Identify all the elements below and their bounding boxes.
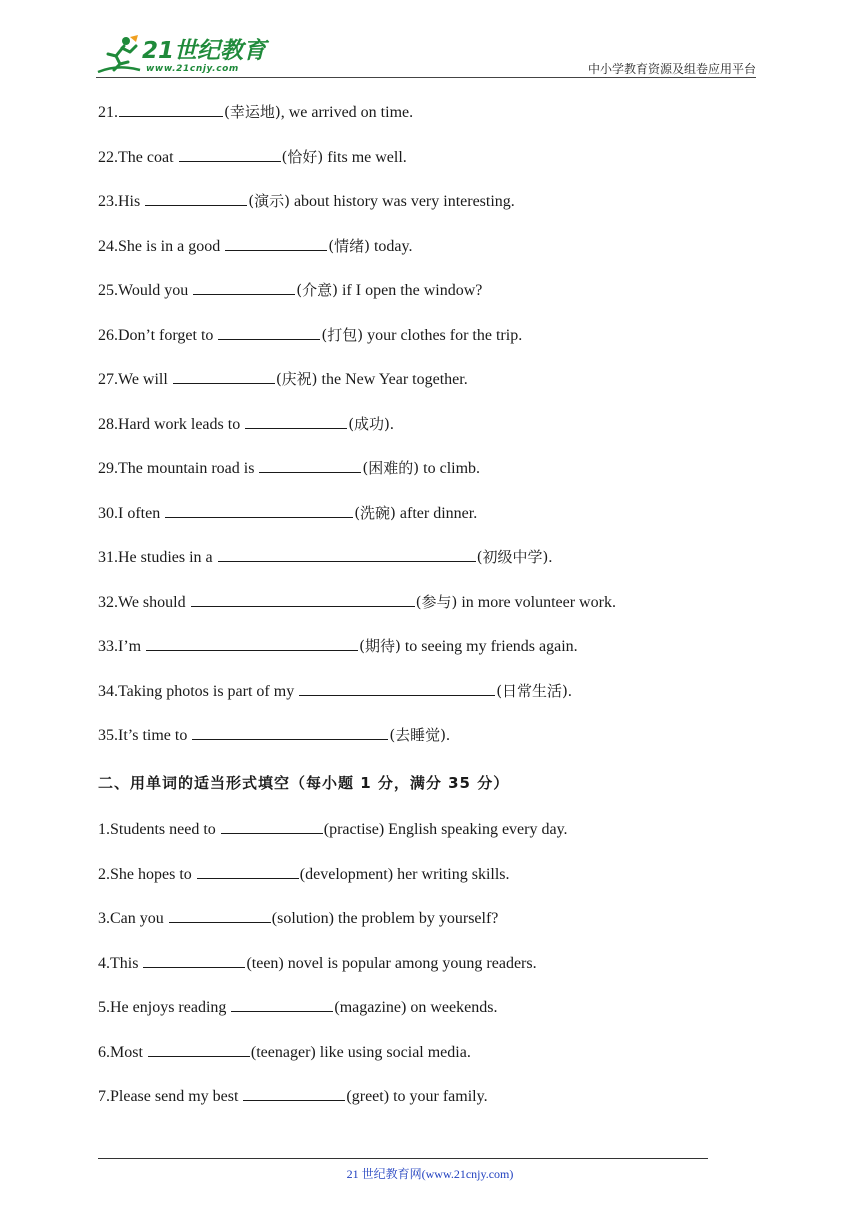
- question-29: [98, 458, 480, 479]
- question-1: [98, 819, 568, 840]
- question-7: [98, 1086, 488, 1107]
- question-22: [98, 147, 407, 168]
- hint: (teen): [246, 955, 284, 972]
- question-25: [98, 280, 482, 301]
- question-text: on weekends.: [406, 999, 498, 1016]
- question-text: about history was very interesting.: [289, 193, 515, 210]
- question-text: to seeing my friends again.: [400, 638, 578, 655]
- question-text: 29.The mountain road is: [98, 460, 259, 477]
- question-2: [98, 864, 510, 885]
- page-header: [96, 34, 756, 78]
- runner-logo-icon: [96, 34, 142, 78]
- question-text: 5.He enjoys reading: [98, 999, 231, 1016]
- answer-blank[interactable]: [143, 953, 245, 968]
- question-text: the New Year together.: [317, 371, 468, 388]
- question-text: 7.Please send my best: [98, 1088, 243, 1105]
- hint: (成功): [348, 415, 390, 433]
- question-21: [98, 102, 413, 123]
- footer-link[interactable]: 21 世纪教育网(www.21cnjy.com): [346, 1167, 514, 1181]
- question-33: [98, 636, 578, 657]
- answer-blank[interactable]: [231, 997, 333, 1012]
- question-35: [98, 725, 450, 746]
- question-text: 34.Taking photos is part of my: [98, 683, 299, 700]
- hint: (情绪): [328, 237, 370, 255]
- hint: (去睡觉): [389, 726, 447, 744]
- question-text: novel is popular among young readers.: [283, 955, 537, 972]
- question-text: to climb.: [419, 460, 481, 477]
- hint: (practise): [323, 821, 385, 838]
- question-23: [98, 191, 515, 212]
- hint: (development): [299, 866, 394, 883]
- question-text: to your family.: [389, 1088, 488, 1105]
- question-text: if I open the window?: [337, 282, 483, 299]
- logo: [96, 34, 266, 78]
- answer-blank[interactable]: [299, 681, 495, 696]
- question-31: [98, 547, 552, 568]
- hint: (庆祝): [275, 370, 318, 388]
- question-text: 33.I’m: [98, 638, 146, 655]
- answer-blank[interactable]: [218, 325, 320, 340]
- hint: (困难的): [362, 459, 420, 477]
- answer-blank[interactable]: [173, 369, 275, 384]
- logo-url: www.21cnjy.com: [146, 64, 239, 74]
- question-6: [98, 1042, 471, 1063]
- question-text: fits me well.: [323, 149, 407, 166]
- question-text: 6.Most: [98, 1044, 147, 1061]
- question-text: your clothes for the trip.: [363, 327, 523, 344]
- question-text: like using social media.: [315, 1044, 471, 1061]
- question-text: .: [389, 416, 394, 433]
- question-text: English speaking every day.: [384, 821, 568, 838]
- question-text: her writing skills.: [393, 866, 510, 883]
- question-text: 30.I often: [98, 505, 165, 522]
- question-32: [98, 592, 616, 613]
- question-text: , we arrived on time.: [280, 104, 414, 121]
- question-text: .: [567, 683, 572, 700]
- question-24: [98, 236, 412, 257]
- question-text: after dinner.: [395, 505, 478, 522]
- answer-blank[interactable]: [148, 1042, 250, 1057]
- hint: (幸运地): [224, 103, 281, 121]
- hint: (参与): [415, 593, 458, 611]
- question-text: 28.Hard work leads to: [98, 416, 245, 433]
- question-28: [98, 414, 394, 435]
- question-text: today.: [369, 238, 413, 255]
- hint: (打包): [321, 326, 364, 344]
- question-text: .: [446, 727, 451, 744]
- question-text: 32.We should: [98, 594, 190, 611]
- question-30: [98, 503, 477, 524]
- question-text: 22.The coat: [98, 149, 178, 166]
- answer-blank[interactable]: [145, 191, 247, 206]
- answer-blank[interactable]: [197, 864, 299, 879]
- answer-blank[interactable]: [119, 102, 223, 117]
- answer-blank[interactable]: [193, 280, 295, 295]
- question-text: 24.She is in a good: [98, 238, 225, 255]
- question-26: [98, 325, 522, 346]
- answer-blank[interactable]: [243, 1086, 345, 1101]
- hint: (solution): [271, 910, 334, 927]
- question-text: 26.Don’t forget to: [98, 327, 218, 344]
- question-4: [98, 953, 537, 974]
- question-text: 25.Would you: [98, 282, 193, 299]
- footer-divider: [98, 1158, 708, 1159]
- answer-blank[interactable]: [179, 147, 281, 162]
- hint: (演示): [248, 192, 290, 210]
- answer-blank[interactable]: [192, 725, 388, 740]
- question-text: 31.He studies in a: [98, 549, 217, 566]
- question-27: [98, 369, 468, 390]
- answer-blank[interactable]: [218, 547, 476, 562]
- question-34: [98, 681, 572, 702]
- question-text: 2.She hopes to: [98, 866, 196, 883]
- question-text: 27.We will: [98, 371, 172, 388]
- answer-blank[interactable]: [165, 503, 353, 518]
- question-text: 35.It’s time to: [98, 727, 192, 744]
- hint: (teenager): [250, 1044, 316, 1061]
- question-text: .: [548, 549, 553, 566]
- section-title: 二、用单词的适当形式填空（每小题 1 分，满分 35 分）: [98, 774, 510, 792]
- question-text: 21.: [98, 104, 118, 121]
- hint: (greet): [346, 1088, 390, 1105]
- answer-blank[interactable]: [225, 236, 327, 251]
- answer-blank[interactable]: [169, 908, 271, 923]
- answer-blank[interactable]: [245, 414, 347, 429]
- answer-blank[interactable]: [146, 636, 358, 651]
- header-divider: [96, 77, 756, 78]
- question-text: 23.His: [98, 193, 145, 210]
- hint: (magazine): [334, 999, 407, 1016]
- platform-title: 中小学教育资源及组卷应用平台: [587, 62, 756, 76]
- question-text: 4.This: [98, 955, 143, 972]
- question-3: [98, 908, 498, 929]
- answer-blank[interactable]: [221, 819, 323, 834]
- hint: (介意): [296, 281, 338, 299]
- question-5: [98, 997, 497, 1018]
- question-text: the problem by yourself?: [334, 910, 499, 927]
- logo-text: 21世纪教育: [142, 38, 267, 64]
- question-text: in more volunteer work.: [457, 594, 616, 611]
- question-text: 1.Students need to: [98, 821, 220, 838]
- answer-blank[interactable]: [259, 458, 361, 473]
- answer-blank[interactable]: [191, 592, 415, 607]
- hint: (洗碗): [354, 504, 396, 522]
- hint: (初级中学): [476, 548, 549, 566]
- hint: (日常生活): [496, 682, 568, 700]
- hint: (恰好): [281, 148, 324, 166]
- question-text: 3.Can you: [98, 910, 168, 927]
- hint: (期待): [359, 637, 401, 655]
